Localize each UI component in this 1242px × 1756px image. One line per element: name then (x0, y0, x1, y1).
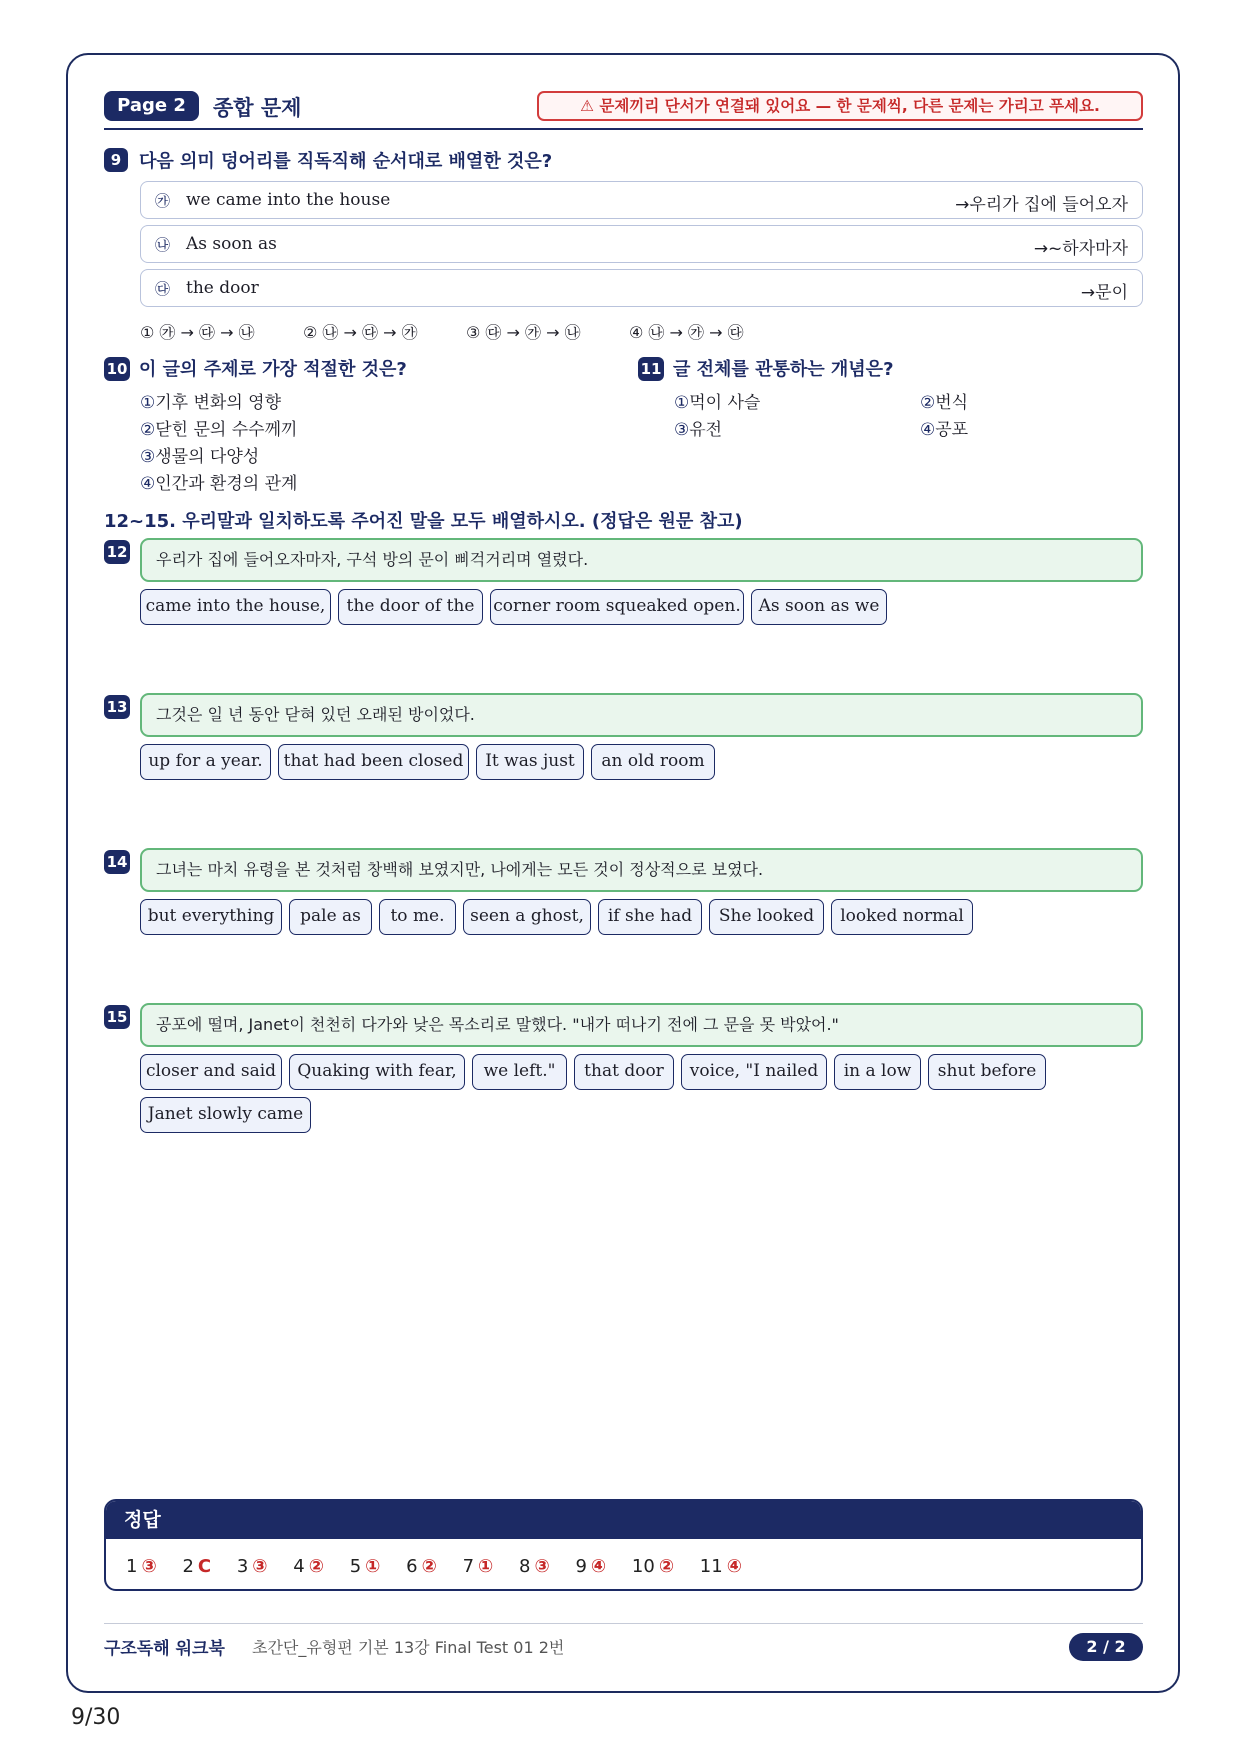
header-divider (104, 128, 1143, 130)
word-tile[interactable]: up for a year. (140, 744, 271, 780)
word-tile[interactable]: corner room squeaked open. (490, 589, 744, 625)
q11-option-1[interactable]: ①먹이 사슬 (674, 393, 761, 413)
chunk-ga (140, 181, 1143, 219)
word-tile[interactable]: that had been closed (278, 744, 469, 780)
word-tile[interactable]: the door of the (338, 589, 483, 625)
word-tile[interactable]: but everything (140, 899, 282, 935)
footer-brand: 구조독해 워크북 (104, 1639, 225, 1659)
question-11-text: 글 전체를 관통하는 개념은? (673, 359, 894, 380)
q9-option-1[interactable]: ① ㉮ → ㉰ → ㉯ (140, 323, 255, 342)
chunk-english: we came into the house (186, 190, 391, 210)
q10-option-2[interactable]: ②닫힌 문의 수수께끼 (140, 420, 298, 440)
footer-source: 초간단_유형편 기본 13강 Final Test 01 2번 (252, 1638, 565, 1657)
chunk-korean: →~하자마자 (1033, 239, 1128, 259)
word-tile[interactable]: Quaking with fear, (289, 1054, 465, 1090)
page-counter: 9/30 (71, 1705, 121, 1730)
question-10-text: 이 글의 주제로 가장 적절한 것은? (139, 359, 407, 380)
answer-key-title: 정답 (106, 1501, 1141, 1539)
word-tile[interactable]: came into the house, (140, 589, 331, 625)
word-tile[interactable]: voice, "I nailed (681, 1054, 827, 1090)
footer-page-badge: 2 / 2 (1069, 1633, 1143, 1661)
korean-sentence-13: 그것은 일 년 동안 닫혀 있던 오래된 방이었다. (140, 693, 1143, 737)
chunk-mark: ㉯ (155, 236, 171, 254)
question-number-11: 11 (638, 357, 664, 381)
word-tile[interactable]: seen a ghost, (463, 899, 591, 935)
word-tile[interactable]: to me. (379, 899, 456, 935)
question-number-15: 15 (104, 1005, 130, 1029)
chunk-da (140, 269, 1143, 307)
q11-option-2[interactable]: ②번식 (920, 393, 969, 413)
word-tile[interactable]: that door (574, 1054, 674, 1090)
chunk-na (140, 225, 1143, 263)
question-9-text: 다음 의미 덩어리를 직독직해 순서대로 배열한 것은? (139, 151, 553, 172)
word-tile[interactable]: pale as (289, 899, 372, 935)
warning-banner: ⚠ 문제끼리 단서가 연결돼 있어요 — 한 문제씩, 다른 문제는 가리고 푸세요. (537, 91, 1143, 121)
question-number-10: 10 (104, 357, 130, 381)
question-number-12: 12 (104, 540, 130, 564)
word-tile[interactable]: Janet slowly came (140, 1097, 311, 1133)
word-tile[interactable]: She looked (709, 899, 824, 935)
q11-option-3[interactable]: ③유전 (674, 420, 723, 440)
q11-option-4[interactable]: ④공포 (920, 420, 969, 440)
q9-option-2[interactable]: ② ㉯ → ㉰ → ㉮ (303, 323, 418, 342)
korean-sentence-12: 우리가 집에 들어오자마자, 구석 방의 문이 삐걱거리며 열렸다. (140, 538, 1143, 582)
question-number-9: 9 (104, 148, 128, 172)
word-tile[interactable]: As soon as we (751, 589, 887, 625)
word-tile[interactable]: shut before (928, 1054, 1046, 1090)
chunk-english: As soon as (186, 234, 277, 254)
word-tile[interactable]: closer and said (140, 1054, 282, 1090)
word-tile[interactable]: we left." (472, 1054, 567, 1090)
chunk-mark: ㉮ (155, 192, 171, 210)
word-tile[interactable]: if she had (598, 899, 702, 935)
footer-divider (104, 1623, 1143, 1624)
word-tile[interactable]: an old room (591, 744, 715, 780)
page-badge: Page 2 (104, 91, 199, 121)
question-number-13: 13 (104, 695, 130, 719)
word-tile[interactable]: looked normal (831, 899, 973, 935)
chunk-mark: ㉰ (155, 280, 171, 298)
korean-sentence-15: 공포에 떨며, Janet이 천천히 다가와 낮은 목소리로 말했다. "내가 떠나기 전에 그 문을 못 박았어." (140, 1003, 1143, 1047)
chunk-korean: →문이 (1080, 283, 1128, 303)
instruction-12-15: 12~15. 우리말과 일치하도록 주어진 말을 모두 배열하시오. (정답은 원문 참고) (104, 511, 743, 532)
korean-sentence-14: 그녀는 마치 유령을 본 것처럼 창백해 보였지만, 나에게는 모든 것이 정상적으로 보였다. (140, 848, 1143, 892)
q9-option-3[interactable]: ③ ㉰ → ㉮ → ㉯ (466, 323, 581, 342)
q10-option-1[interactable]: ①기후 변화의 영향 (140, 393, 282, 413)
q10-option-3[interactable]: ③생물의 다양성 (140, 447, 260, 467)
answer-list: 1 ③ 2 C 3 ③ 4 ② 5 ① 6 ② 7 ① 8 ③ 9 ④ 10 ② 11 ④ (126, 1556, 742, 1577)
word-tile[interactable]: It was just (476, 744, 584, 780)
q10-option-4[interactable]: ④인간과 환경의 관계 (140, 474, 298, 494)
chunk-english: the door (186, 278, 259, 298)
q9-option-4[interactable]: ④ ㉯ → ㉮ → ㉰ (629, 323, 744, 342)
chunk-korean: →우리가 집에 들어오자 (955, 195, 1128, 215)
answer-key (104, 1499, 1143, 1591)
section-title: 종합 문제 (213, 96, 302, 120)
word-tile[interactable]: in a low (834, 1054, 921, 1090)
question-number-14: 14 (104, 850, 130, 874)
